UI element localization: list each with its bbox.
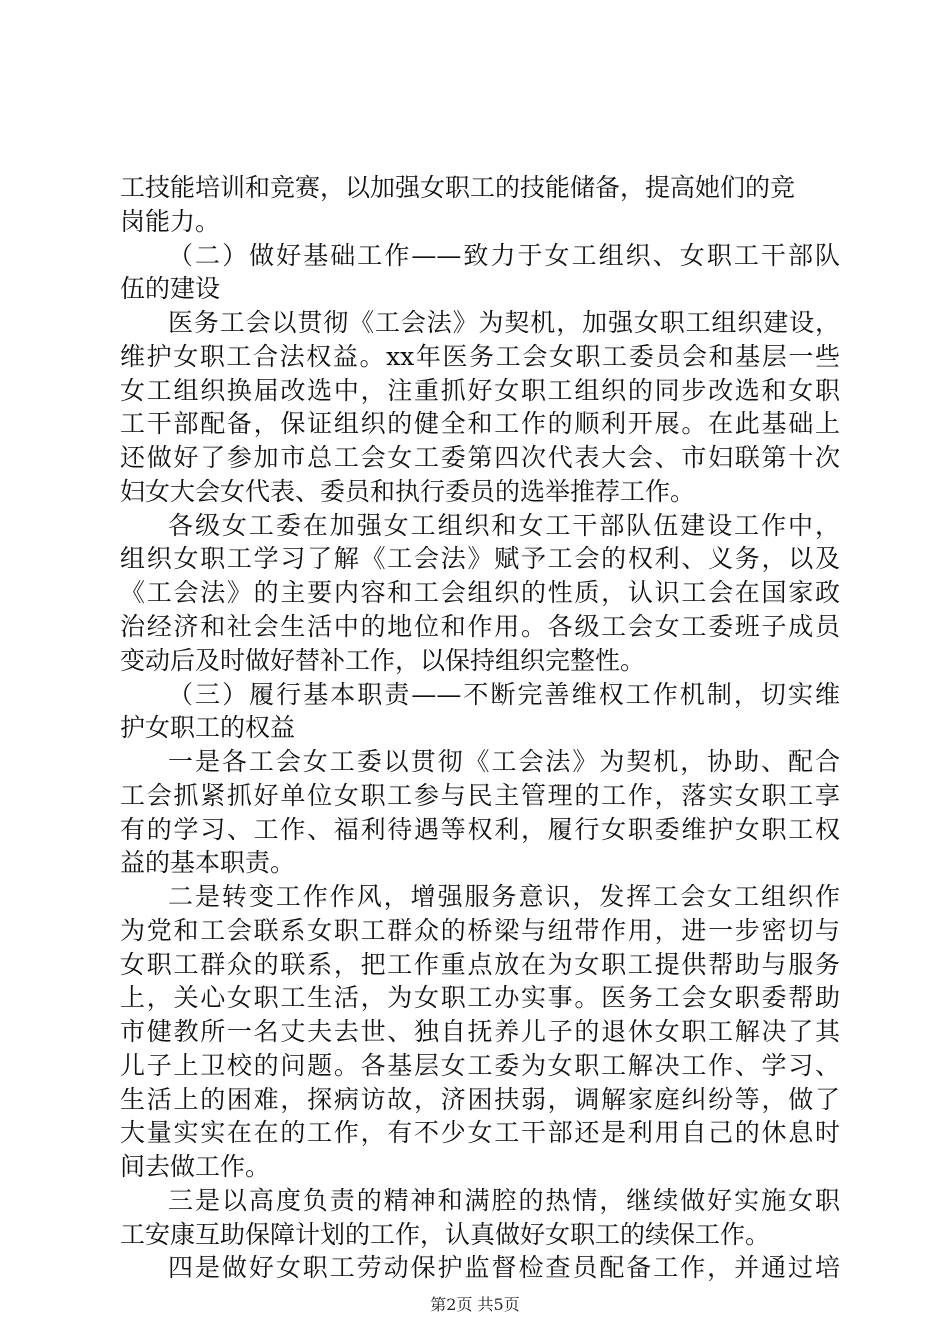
body-text-line: 工会抓紧抓好单位女职工参与民主管理的工作，落实女职工享 bbox=[120, 781, 840, 810]
body-text-line: 工技能培训和竞赛，以加强女职工的技能储备，提高她们的竞 bbox=[120, 173, 796, 202]
body-text-line: 《工会法》的主要内容和工会组织的性质，认识工会在国家政 bbox=[120, 578, 840, 607]
body-text-line: 组织女职工学习了解《工会法》赋予工会的权利、义务，以及 bbox=[120, 544, 840, 573]
body-text-line: 各级女工委在加强女工组织和女工干部队伍建设工作中， bbox=[168, 511, 840, 540]
body-text-line: 生活上的困难，探病访故，济困扶弱，调解家庭纠纷等，做了 bbox=[120, 1085, 840, 1114]
body-text-line: 治经济和社会生活中的地位和作用。各级工会女工委班子成员 bbox=[120, 612, 840, 641]
body-text-line: 工干部配备，保证组织的健全和工作的顺利开展。在此基础上 bbox=[120, 409, 840, 438]
section-heading-line: 护女职工的权益 bbox=[120, 713, 296, 742]
body-text-line: 大量实实在在的工作，有不少女工干部还是利用自己的休息时 bbox=[120, 1118, 840, 1147]
section-heading-line: （二）做好基础工作——致力于女工组织、女职工干部队 bbox=[168, 241, 840, 270]
body-text-line: 岗能力。 bbox=[120, 207, 221, 236]
body-text-line: 市健教所一名丈夫去世、独自抚养儿子的退休女职工解决了其 bbox=[120, 1017, 840, 1046]
body-text-line: 维护女职工合法权益。xx年医务工会女职工委员会和基层一些 bbox=[120, 342, 840, 371]
body-text-line: 一是各工会女工委以贯彻《工会法》为契机，协助、配合 bbox=[168, 747, 840, 776]
body-text-line: 还做好了参加市总工会女工委第四次代表大会、市妇联第十次 bbox=[120, 443, 840, 472]
body-text-line: 上，关心女职工生活，为女职工办实事。医务工会女职委帮助 bbox=[120, 983, 840, 1012]
body-text-line: 有的学习、工作、福利待遇等权利，履行女职委维护女职工权 bbox=[120, 815, 840, 844]
section-heading-line: （三）履行基本职责——不断完善维权工作机制，切实维 bbox=[168, 680, 840, 709]
body-text-line: 变动后及时做好替补工作，以保持组织完整性。 bbox=[120, 646, 646, 675]
body-text-line: 四是做好女职工劳动保护监督检查员配备工作，并通过培 bbox=[168, 1253, 840, 1282]
body-text-line: 间去做工作。 bbox=[120, 1152, 271, 1181]
body-text-line: 二是转变工作作风，增强服务意识，发挥工会女工组织作 bbox=[168, 882, 840, 911]
body-text-line: 女工组织换届改选中，注重抓好女职工组织的同步改选和女职 bbox=[120, 376, 840, 405]
body-text-line: 儿子上卫校的问题。各基层女工委为女职工解决工作、学习、 bbox=[120, 1051, 840, 1080]
body-text-line: 益的基本职责。 bbox=[120, 848, 296, 877]
section-heading-line: 伍的建设 bbox=[120, 274, 221, 303]
body-text-line: 工安康互助保障计划的工作，认真做好女职工的续保工作。 bbox=[120, 1220, 771, 1249]
body-text-line: 妇女大会女代表、委员和执行委员的选举推荐工作。 bbox=[120, 477, 696, 506]
body-text-line: 为党和工会联系女职工群众的桥梁与纽带作用，进一步密切与 bbox=[120, 916, 840, 945]
body-text-line: 三是以高度负责的精神和满腔的热情，继续做好实施女职 bbox=[168, 1186, 840, 1215]
body-text-line: 女职工群众的联系，把工作重点放在为女职工提供帮助与服务 bbox=[120, 950, 840, 979]
body-text-line: 医务工会以贯彻《工会法》为契机，加强女职工组织建设， bbox=[168, 308, 840, 337]
page-number-footer: 第2页 共5页 bbox=[430, 1295, 520, 1314]
